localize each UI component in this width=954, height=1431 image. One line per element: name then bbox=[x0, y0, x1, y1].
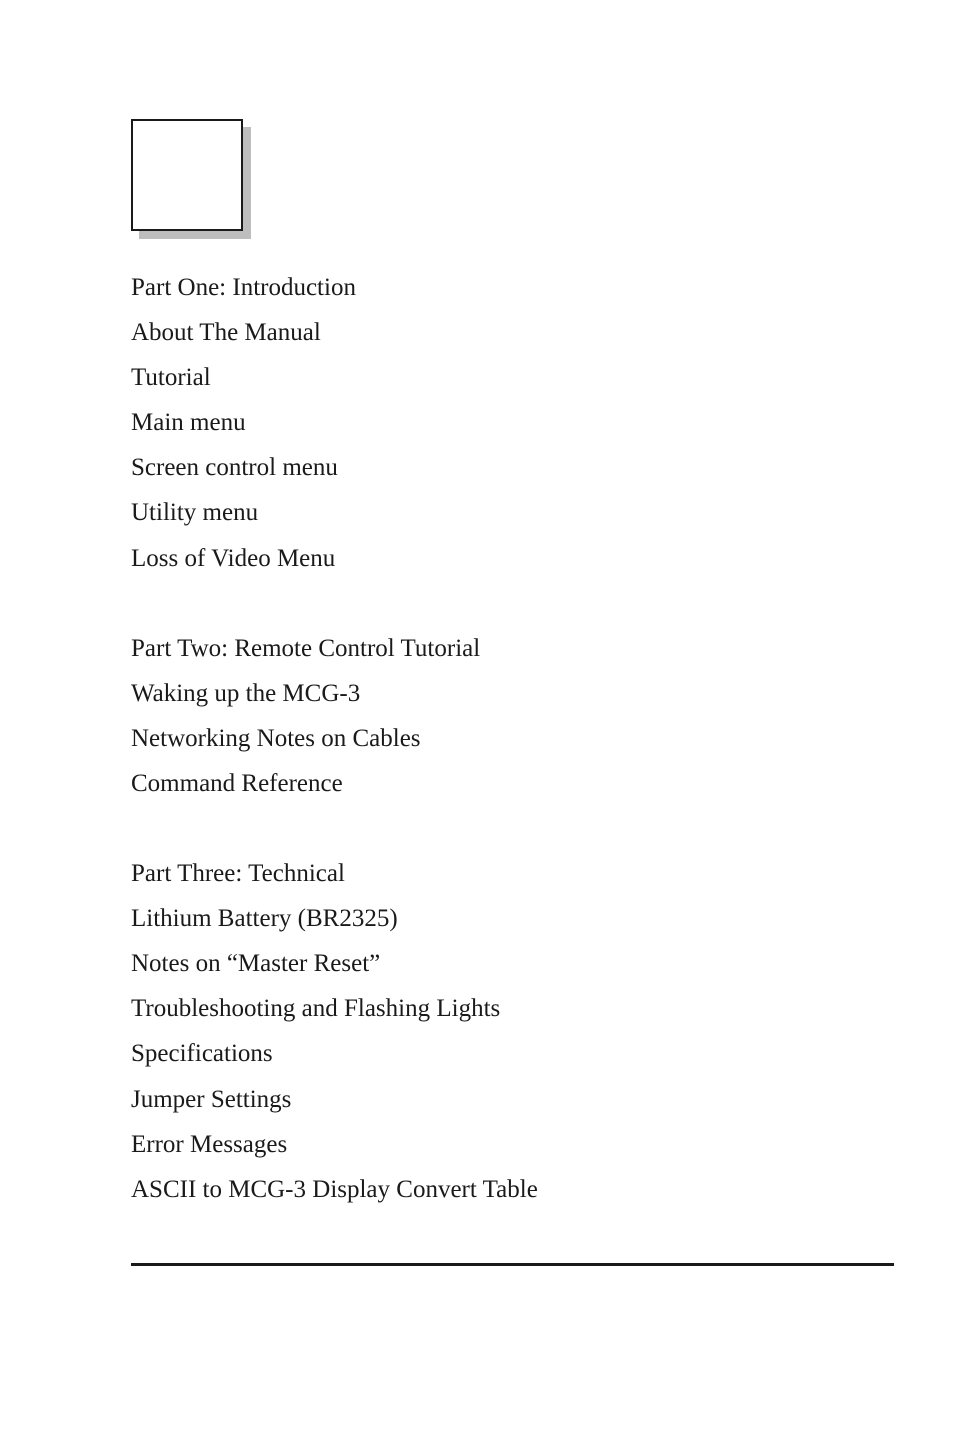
toc-item: Troubleshooting and Flashing Lights bbox=[131, 995, 501, 1023]
toc-item: Notes on “Master Reset” bbox=[131, 950, 381, 978]
toc-item: Main menu bbox=[131, 409, 246, 437]
toc-item: Networking Notes on Cables bbox=[131, 724, 421, 752]
toc-item: Command Reference bbox=[131, 769, 343, 797]
toc-item: Error Messages bbox=[131, 1130, 288, 1158]
toc-section-part-three bbox=[131, 851, 911, 1212]
toc-item: Jumper Settings bbox=[131, 1085, 292, 1113]
toc-section-heading: Part Three: Technical bbox=[131, 860, 345, 888]
toc-item: Tutorial bbox=[131, 364, 211, 392]
toc-item: Utility menu bbox=[131, 499, 259, 527]
toc-section-heading: Part One: Introduction bbox=[131, 274, 356, 301]
toc-item: Specifications bbox=[131, 1040, 273, 1068]
toc-item: Waking up the MCG-3 bbox=[131, 679, 361, 707]
toc-item: ASCII to MCG-3 Display Convert Table bbox=[131, 1175, 538, 1203]
toc-section-heading: Part Two: Remote Control Tutorial bbox=[131, 634, 481, 662]
toc-section-part-two bbox=[131, 626, 911, 806]
chapter-marker-box bbox=[131, 119, 243, 231]
toc-item: Loss of Video Menu bbox=[131, 544, 336, 572]
toc-item: Screen control menu bbox=[131, 454, 338, 482]
toc-item: About The Manual bbox=[131, 319, 321, 347]
toc-section-part-one bbox=[131, 265, 911, 581]
table-of-contents bbox=[131, 265, 911, 1257]
horizontal-rule bbox=[131, 1263, 894, 1266]
toc-item: Lithium Battery (BR2325) bbox=[131, 905, 398, 933]
